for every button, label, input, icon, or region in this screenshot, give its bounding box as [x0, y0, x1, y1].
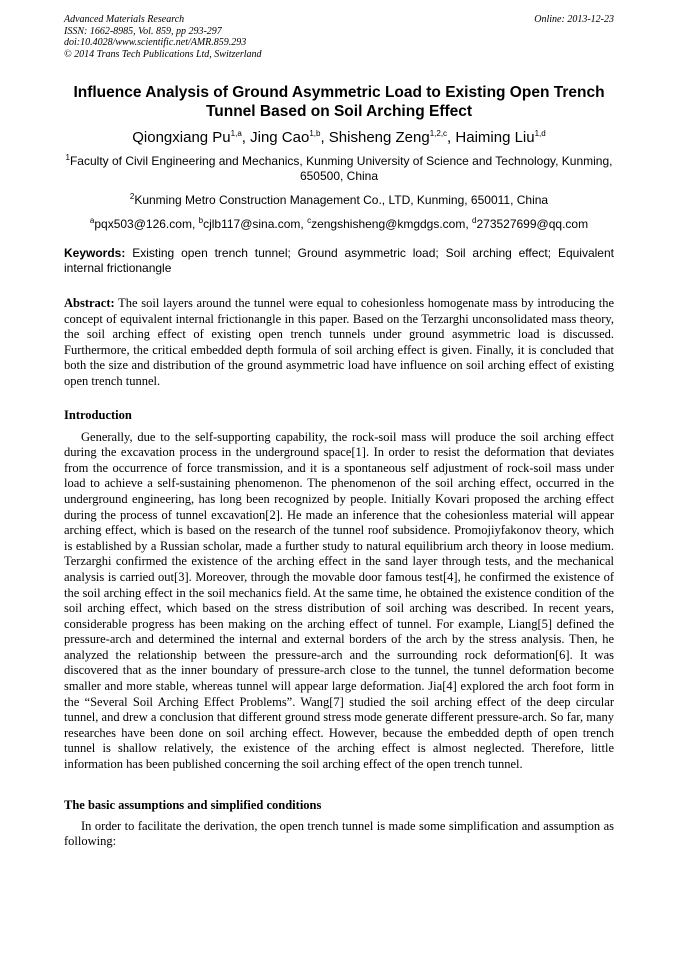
- author-list: Qiongxiang Pu$^{1,a}$, Jing Cao$^{1,b}$, Shisheng Zeng$^{1,2,c}$, Haiming Liu$^{1,d}$: [132, 129, 546, 146]
- doi-line: doi:10.4028/www.scientific.net/AMR.859.293: [64, 37, 247, 49]
- author-sup: 1,d: [534, 129, 546, 138]
- keywords: [64, 246, 614, 275]
- assumptions-heading: The basic assumptions and simplified conditions: [64, 797, 322, 812]
- abstract: [64, 296, 614, 390]
- affiliation-text: Faculty of Civil Engineering and Mechanics, Kunming University of Science and Technology, Kunming, 650500, China: [69, 154, 613, 183]
- introduction-paragraph: Generally, due to the self-supporting capability, the rock-soil mass will produce the soil arching effect during the excavation process in the underground space[1]. In order to resist the deformation that deviates from the occurrence of force transmission, and it is a spontaneous self adjustment of rock-soil mass under load to achieve a self-sustaining phenomenon. The phenomenon of the soil arching effect, occurred in the underground engineering, has long been recognized by people. Initially Kovari proposed the arching effect during the process of tunnel excavation[2]. He made an inference that the cohesionless material will appear arching effect, which is based on the research of the tunnel roof subsidence. Promojiyfakonov theory, which is established by a Russian scholar, made a further study to natural equilibrium arch theory in loose medium. Terzarghi confirmed the existence of the arching effect in the sand layer through tests, and the mechanical analysis is carried out[3]. Moreover, through the movable door famous test[4], he confirmed the existence of the soil arching effect in the soil mechanics field. At the same time, he obtained the existence condition of the soil arching effect, which based on the stress distribution of soil arching was described. In recent years, considerable progress has been making on the arching effect of tunnel. For example, Liang[5] defined the pressure-arch and determined the internal and external borders of the arch by the stress analysis. Then, he analyzed the relationship between the pressure-arch and the surrounding rock deformation[6]. It was discovered that as the inner boundary of pressure-arch close to the tunnel, the tunnel deformation become smaller and more stable, whereas tunnel will appear large deformation. Jia[4] explored the arch foot form in the “Several Soil Arching Effect Problems”. Wang[7] studied the soil arching effect of the deep circular tunnel, and drew a conclusion that different ground stress mode generate different pressure-arch. So far, many researches have been done on soil arching effect. However, because the embedded depth of open trench tunnel is shallow relatively, the existence of the arching effect is almost neglected. Therefore, little information has been published concerning the soil arching effect of the open trench tunnel.: [64, 429, 614, 772]
- author-sup: 1,2,c: [429, 129, 448, 138]
- affiliation-1: [64, 154, 614, 184]
- author-name: Haiming Liu: [455, 129, 535, 146]
- author-sup: 1,a: [230, 129, 242, 138]
- author-sup: 1,b: [309, 129, 321, 138]
- author-name: Shisheng Zeng: [328, 129, 430, 146]
- journal-name: Advanced Materials Research: [64, 14, 185, 25]
- keywords-label: Keywords:: [64, 246, 126, 260]
- affiliation-text: Kunming Metro Construction Management Co., LTD, Kunming, 650011, China: [134, 193, 549, 207]
- email-sup: d: [472, 216, 477, 225]
- introduction-heading: Introduction: [64, 407, 132, 422]
- affiliation-sup: 1: [65, 153, 70, 162]
- paper-page: [64, 14, 614, 850]
- email-link[interactable]: 273527699@qq.com: [476, 217, 589, 231]
- keywords-text: Existing open trench tunnel; Ground asymmetric load; Soil arching effect; Equivalent internal frictionangle: [64, 246, 614, 275]
- email-sup: b: [198, 216, 204, 225]
- email-link[interactable]: cjlb117@sina.com: [203, 217, 301, 231]
- copyright-line: © 2014 Trans Tech Publications Ltd, Switzerland: [64, 48, 262, 60]
- assumptions-paragraph: In order to facilitate the derivation, the open trench tunnel is made some simplification and assumption as following:: [64, 818, 614, 849]
- email-link[interactable]: zengshisheng@kmgdgs.com: [311, 217, 466, 231]
- abstract-label: Abstract:: [64, 296, 115, 310]
- issn-line: ISSN: 1662-8985, Vol. 859, pp 293-297: [64, 25, 222, 37]
- author-name: Jing Cao: [250, 129, 310, 146]
- journal-header: [64, 14, 614, 64]
- email-list: $^a$pqx503@126.com, $^b$cjlb117@sina.com, $^c$zengshisheng@kmgdgs.com, $^d$273527699@qq.com: [89, 216, 589, 231]
- abstract-text: The soil layers around the tunnel were equal to cohesionless homogenate mass by introducing the concept of equivalent internal frictionangle in this paper. Based on the Terzarghi unconsolidated mass theory, the soil arching effect of existing open trench tunnels under ground asymmetric load is discussed. Furthermore, the critical embedded depth formula of soil arching effect is given. Finally, it is concluded that both the size and distribution of the ground asymmetric load have influence on soil arching effect of existing open trench tunnel.: [64, 296, 614, 388]
- online-date: Online: 2013-12-23: [534, 14, 614, 25]
- email-sup: c: [307, 216, 312, 225]
- email-link[interactable]: pqx503@126.com: [94, 217, 192, 231]
- paper-title: Influence Analysis of Ground Asymmetric Load to Existing Open Trench Tunnel Based on Soil Arching Effect: [73, 84, 605, 120]
- affiliation-2: [64, 193, 614, 208]
- author-name: Qiongxiang Pu: [132, 129, 231, 146]
- email-sup: a: [89, 216, 95, 225]
- affiliation-sup: 2: [129, 192, 135, 201]
